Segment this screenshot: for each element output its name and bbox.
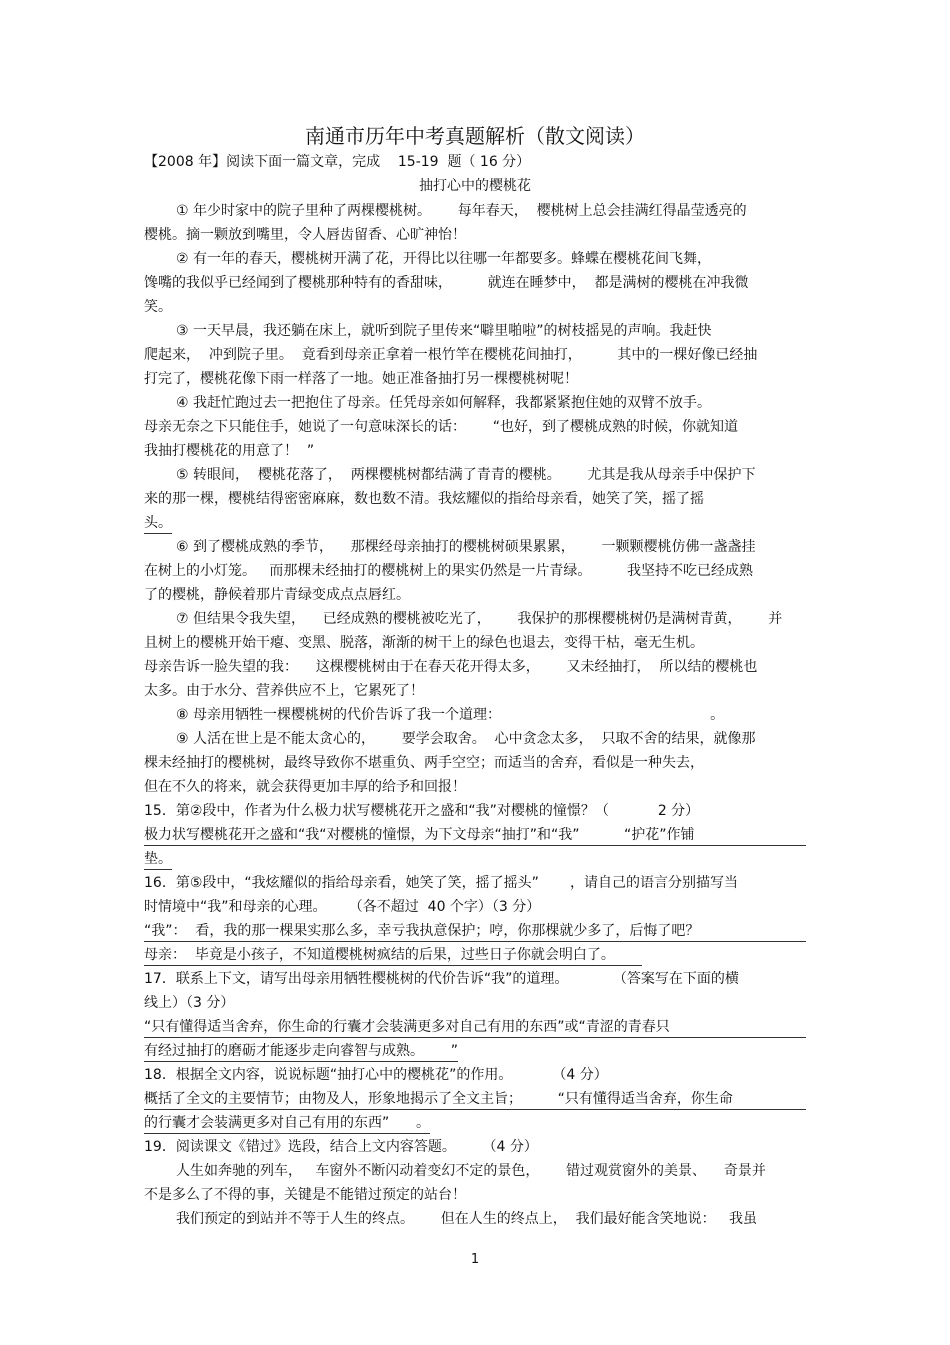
text-line: 人生如奔驰的列车， 车窗外不断闪动着变幻不定的景色， 错过观赏窗外的美景、 奇景并 <box>176 1163 766 1179</box>
text-line: 16．第⑤段中，“我炫耀似的指给母亲看，她笑了笑，摇了摇头” ，请自己的语言分别描写当 <box>144 875 739 891</box>
text-line: ⑧ 母亲用牺牲一棵樱桃树的代价告诉了我一个道理： 。 <box>176 707 725 723</box>
answer-line: 概括了全文的主要情节；由物及人，形象地揭示了全文主旨； “只有懂得适当舍弃，你生命 <box>144 1089 806 1110</box>
text-line: ⑦ 但结果令我失望， 已经成熟的樱桃被吃光了， 我保护的那棵樱桃树仍是满树青黄， 并 <box>176 611 783 627</box>
text-line: 棵未经抽打的樱桃树，最终导致你不堪重负、两手空空；而适当的舍弃，看似是一种失去， <box>144 755 704 771</box>
text-line: 爬起来， 冲到院子里。 竟看到母亲正拿着一根竹竿在樱桃花间抽打， 其中的一棵好像已经抽 <box>144 347 758 363</box>
text-line: 打完了，樱桃花像下雨一样落了一地。她正准备抽打另一棵樱桃树呢！ <box>144 371 578 387</box>
text-line: ⑨ 人活在世上是不能太贪心的， 要学会取舍。 心中贪念太多， 只取不舍的结果，就像那 <box>176 731 756 747</box>
text-line: 太多。由于水分、营养供应不上，它累死了！ <box>144 683 424 699</box>
text-line: 17．联系上下文，请写出母亲用牺牲樱桃树的代价告诉“我”的道理。 （答案写在下面的横 <box>144 971 739 987</box>
answer-line: 的行囊才会装满更多对自己有用的东西” 。 <box>144 1113 430 1134</box>
answer-line: 母亲： 毕竟是小孩子，不知道樱桃树疯结的后果，过些日子你就会明白了。 <box>144 945 642 966</box>
text-line: 15．第②段中，作者为什么极力状写樱桃花开之盛和“我”对樱桃的憧憬？（ 2 分） <box>144 803 700 819</box>
text-line: 时情境中“我”和母亲的心理。 （各不超过 40 个字）（3 分） <box>144 899 541 915</box>
text-line: 了的樱桃，静候着那片青绿变成点点唇红。 <box>144 587 410 603</box>
text-line: 母亲告诉一脸失望的我： 这棵樱桃树由于在春天花开得太多， 又未经抽打， 所以结的樱桃也 <box>144 659 758 675</box>
text-line: 不是多么了不得的事，关键是不能错过预定的站台！ <box>144 1187 466 1203</box>
text-line: 馋嘴的我似乎已经闻到了樱桃那种特有的香甜味， 就连在睡梦中， 都是满树的樱桃在冲我微 <box>144 275 749 291</box>
answer-line: “我”： 看，我的那一棵果实那么多，幸亏我执意保护；哼，你那棵就少多了，后悔了吧？ <box>144 921 806 942</box>
article-title: 抽打心中的樱桃花 <box>419 178 531 194</box>
answer-line: 极力状写樱桃花开之盛和“我“对樱桃的憧憬，为下文母亲“抽打”和“我” “护花”作铺 <box>144 825 806 846</box>
answer-line: 垫。 <box>144 849 172 870</box>
answer-line: 头。 <box>144 513 172 534</box>
text-line: 且树上的樱桃开始干瘪、变黑、脱落，渐渐的树干上的绿色也退去，变得干枯，毫无生机。 <box>144 635 704 651</box>
text-line: 但在不久的将来，就会获得更加丰厚的给予和回报！ <box>144 779 466 795</box>
text-line: ① 年少时家中的院子里种了两棵樱桃树。 每年春天， 樱桃树上总会挂满红得晶莹透亮的 <box>176 203 747 219</box>
text-line: 线上）（3 分） <box>144 995 235 1011</box>
text-line: 我们预定的到站并不等于人生的终点。 但在人生的终点上， 我们最好能含笑地说： 我虽 <box>176 1211 757 1227</box>
section-header: 【2008 年】阅读下面一篇文章，完成 15-19 题（ 16 分） <box>144 154 531 170</box>
text-line: ③ 一天早晨，我还躺在床上，就听到院子里传来“噼里啪啦”的树枝摇晃的声响。我赶快 <box>176 323 712 339</box>
text-line: 我抽打樱桃花的用意了！ ” <box>144 443 315 459</box>
page-number: 1 <box>470 1252 480 1267</box>
text-line: 樱桃。摘一颗放到嘴里，令人唇齿留香、心旷神怡！ <box>144 227 466 243</box>
answer-line: “只有懂得适当舍弃，你生命的行囊才会装满更多对自己有用的东西”或“青涩的青春只 <box>144 1017 806 1038</box>
text-line: 18．根据全文内容，说说标题“抽打心中的樱桃花”的作用。 （4 分） <box>144 1067 608 1083</box>
answer-line: 有经过抽打的磨砺才能逐步走向睿智与成熟。 ” <box>144 1041 458 1062</box>
text-line: 笑。 <box>144 299 172 315</box>
text-line: ⑤ 转眼间， 樱桃花落了， 两棵樱桃树都结满了青青的樱桃。 尤其是我从母亲手中保护下 <box>176 467 756 483</box>
text-line: 母亲无奈之下只能住手，她说了一句意味深长的话： “也好，到了樱桃成熟的时候，你就知道 <box>144 419 738 435</box>
text-line: ④ 我赶忙跑过去一把抱住了母亲。任凭母亲如何解释，我都紧紧抱住她的双臂不放手。 <box>176 395 711 411</box>
text-line: 在树上的小灯笼。 而那棵未经抽打的樱桃树上的果实仍然是一片青绿。 我坚持不吃已经成熟 <box>144 563 753 579</box>
text-line: ② 有一年的春天，樱桃树开满了花，开得比以往哪一年都要多。蜂蝶在樱桃花间飞舞， <box>176 251 711 267</box>
text-line: 来的那一棵，樱桃结得密密麻麻，数也数不清。我炫耀似的指给母亲看，她笑了笑，摇了摇 <box>144 491 704 507</box>
document-title: 南通市历年中考真题解析（散文阅读） <box>305 124 645 148</box>
text-line: 19．阅读课文《错过》选段，结合上文内容答题。 （4 分） <box>144 1139 538 1155</box>
text-line: ⑥ 到了樱桃成熟的季节， 那棵经母亲抽打的樱桃树硕果累累， 一颗颗樱桃仿佛一盏盏挂 <box>176 539 756 555</box>
